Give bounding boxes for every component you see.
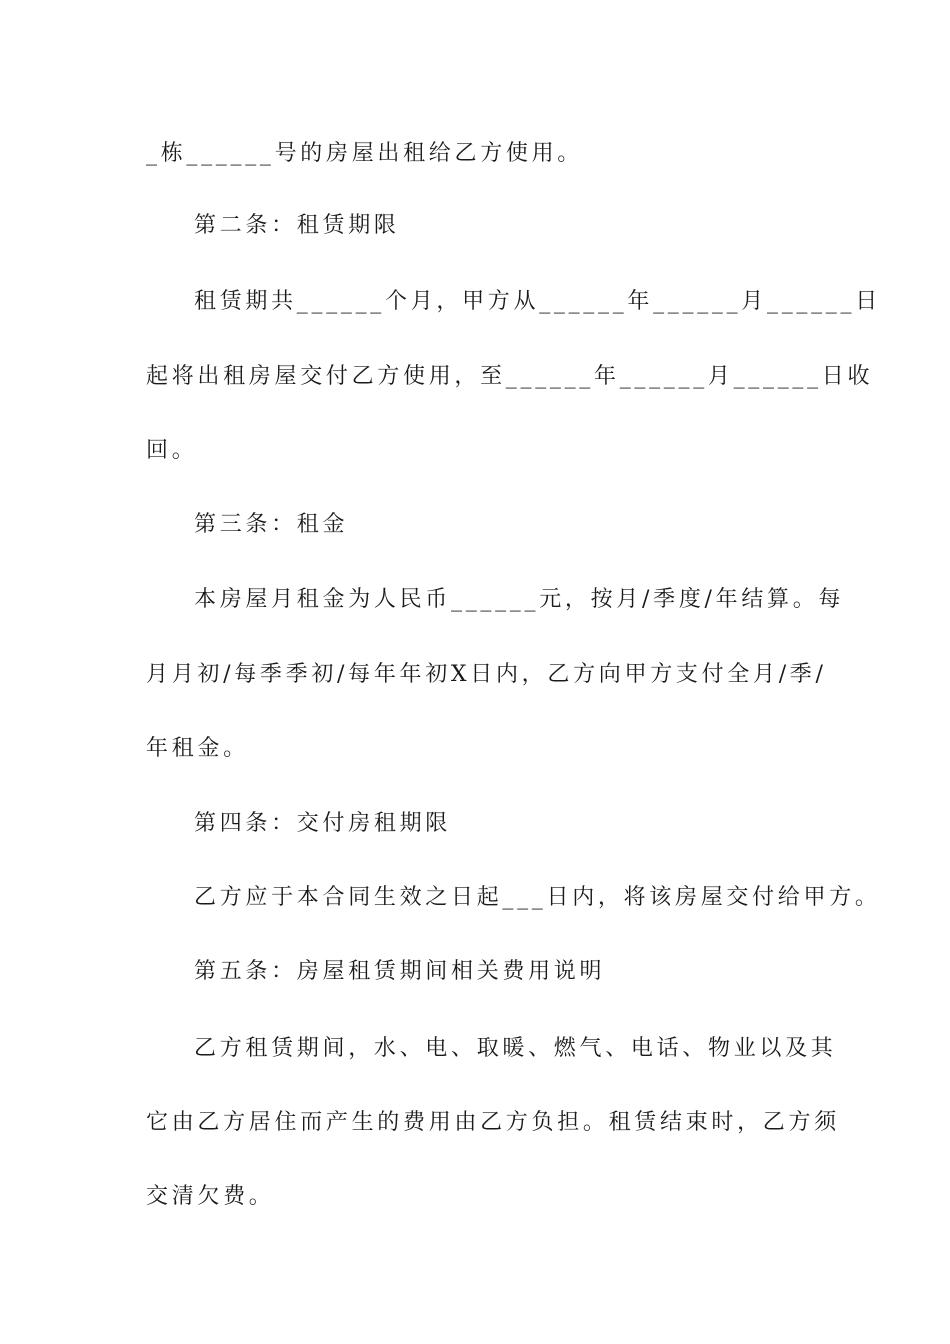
fees-paragraph-line-3: 交清欠费。 [146,1184,275,1209]
rent-paragraph-line-1: 本房屋月租金为人民币______元，按月/季度/年结算。每 [194,587,845,612]
rent-paragraph-line-3: 年租金。 [146,736,249,761]
article-3-heading: 第三条：租金 [194,512,349,537]
fees-paragraph-line-2: 它由乙方居住而产生的费用由乙方负担。租赁结束时，乙方须 [146,1110,840,1135]
delivery-paragraph-line-1: 乙方应于本合同生效之日起___日内，将该房屋交付给甲方。 [194,885,881,910]
article-5-heading: 第五条：房屋租赁期间相关费用说明 [194,959,606,984]
lease-term-paragraph-line-1: 租赁期共______个月，甲方从______年______月______日 [194,289,881,314]
article-4-heading: 第四条：交付房租期限 [194,811,452,836]
lease-term-paragraph-line-2: 起将出租房屋交付乙方使用，至______年______月______日收 [146,364,874,389]
rent-paragraph-line-2: 月月初/每季季初/每年年初X日内，乙方向甲方支付全月/季/ [146,662,827,687]
paragraph-continuation-line: _栋______号的房屋出租给乙方使用。 [146,141,584,166]
fees-paragraph-line-1: 乙方租赁期间，水、电、取暖、燃气、电话、物业以及其 [194,1036,837,1061]
article-2-heading: 第二条：租赁期限 [194,213,400,238]
lease-term-paragraph-line-3: 回。 [146,438,198,463]
